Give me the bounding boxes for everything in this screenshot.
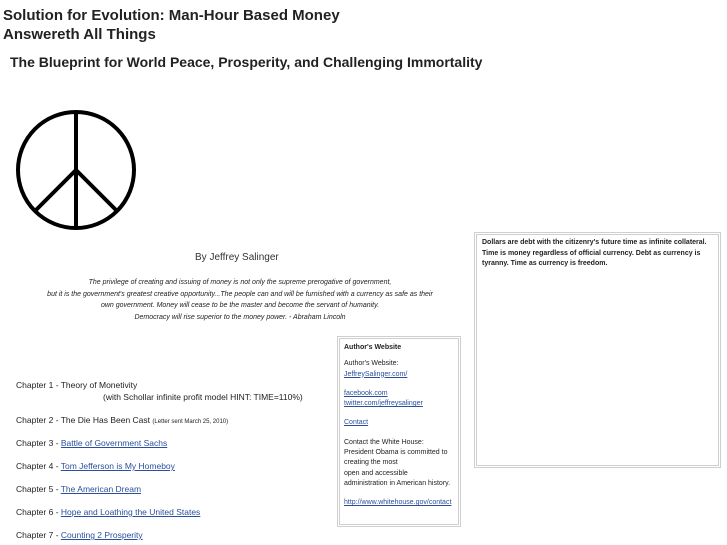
author-website-box [337, 336, 461, 527]
chapter-link-3[interactable]: Battle of Government Sachs [60, 438, 168, 448]
author-website-label: Author's Website: [344, 360, 399, 368]
whitehouse-text: Contact the White House: [344, 438, 424, 446]
site-title-line1: Solution for Evolution: Man-Hour Based Money [3, 7, 340, 24]
site-title-line2: Answereth All Things [3, 26, 156, 43]
chapter-1 [16, 380, 137, 390]
chapter-3 [16, 438, 167, 448]
chapter-link-5[interactable]: The American Dream [60, 484, 142, 494]
chapter-7 [16, 530, 143, 540]
contact-link[interactable]: Contact [344, 419, 369, 427]
chapter-note: (Letter sent March 25, 2010) [152, 419, 229, 425]
chapter-link-6[interactable]: Hope and Loathing the United States [60, 507, 201, 517]
facebook-link[interactable]: facebook.com [344, 389, 388, 397]
author-website-link[interactable]: JeffreySalinger.com/ [344, 370, 408, 378]
byline: By Jeffrey Salinger [195, 252, 279, 263]
quote-line: The privilege of creating and issuing of money is not only the supreme prerogative of government, [88, 279, 392, 286]
chapter-label: Chapter 5 - [16, 484, 61, 494]
whitehouse-text: administration in American history. [344, 479, 451, 487]
chapter-label: Chapter 1 - Theory of Monetivity [16, 380, 138, 390]
chapter-link-4[interactable]: Tom Jefferson is My Homeboy [60, 461, 175, 471]
quote-line: Democracy will rise superior to the money power. - Abraham Lincoln [134, 313, 346, 321]
chapter-label: Chapter 6 - [16, 507, 61, 517]
sidebar-text: Dollars are debt with the citizenry's future time as infinite collateral. Time is money regardless of official currency. Debt as currency is tyranny. Time as currency is freedom. [482, 239, 707, 267]
sidebar-box [474, 232, 721, 468]
peace-sign-icon [14, 108, 138, 232]
twitter-link[interactable]: twitter.com/jeffreysalinger [344, 400, 423, 408]
site-title [3, 6, 340, 44]
quote-line: own government. Money will cease to be the master and become the servant of humanity. [100, 302, 380, 309]
quote-line: but it is the government's greatest creative opportunity...The people can and will be furnished with a currency as safe as their [47, 290, 433, 298]
chapter-label: Chapter 7 - [16, 530, 61, 540]
chapter-1-subtitle: (with Schollar infinite profit model HINT: TIME=110%) [103, 392, 303, 402]
whitehouse-text: President Obama is committed to [344, 449, 448, 457]
whitehouse-text: creating the most [344, 459, 398, 467]
chapter-label: Chapter 4 - [16, 461, 61, 471]
author-box-heading: Author's Website [344, 344, 402, 351]
chapter-2 [16, 415, 228, 425]
chapter-label: Chapter 2 - The Die Has Been Cast [16, 415, 151, 425]
chapter-6 [16, 507, 200, 517]
chapter-label: Chapter 3 - [16, 438, 61, 448]
whitehouse-text: open and accessible [344, 469, 408, 477]
chapter-link-7[interactable]: Counting 2 Prosperity [60, 530, 143, 540]
page-subtitle: The Blueprint for World Peace, Prosperity, and Challenging Immortality [10, 54, 483, 70]
chapter-4 [16, 461, 175, 471]
chapter-5 [16, 484, 141, 494]
lincoln-quote [10, 277, 470, 323]
whitehouse-contact-link[interactable]: http://www.whitehouse.gov/contact [344, 499, 452, 507]
